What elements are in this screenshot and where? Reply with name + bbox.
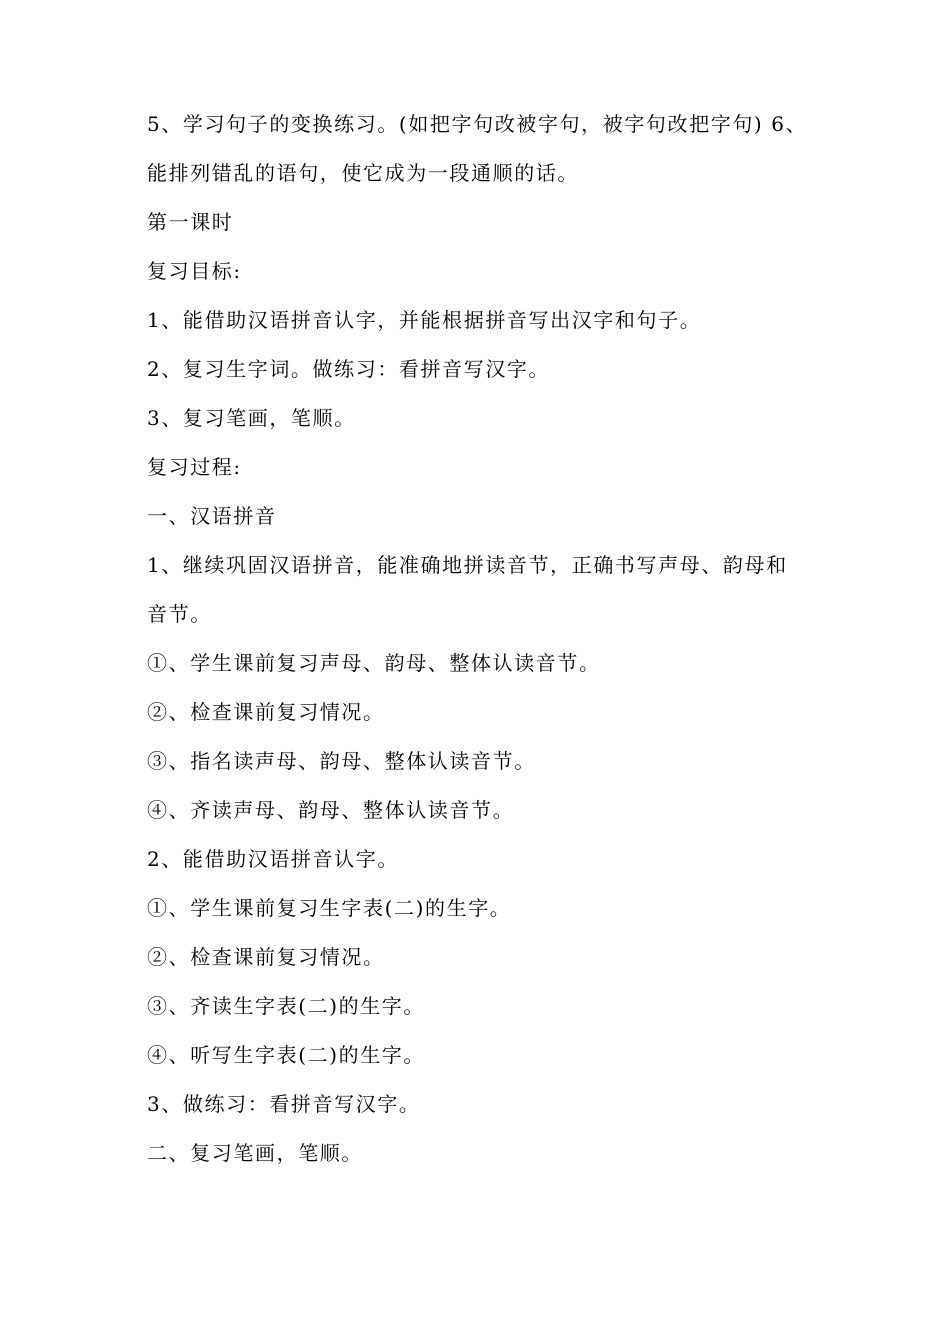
section-heading: 复习目标: xyxy=(147,259,242,283)
list-item: ②、检查课前复习情况。 xyxy=(147,700,385,724)
text-line: 音节。 xyxy=(147,602,212,626)
section-heading: 复习过程: xyxy=(147,455,242,479)
text-line: 能排列错乱的语句，使它成为一段通顺的话。 xyxy=(147,161,579,185)
section-heading: 一、汉语拼音 xyxy=(147,504,277,528)
list-item: ③、齐读生字表(二)的生字。 xyxy=(147,994,426,1018)
text-line: 1、能借助汉语拼音认字，并能根据拼音写出汉字和句子。 xyxy=(147,308,702,332)
section-heading: 第一课时 xyxy=(147,210,234,234)
text-line: 3、做练习：看拼音写汉字。 xyxy=(147,1092,421,1116)
section-heading: 二、复习笔画，笔顺。 xyxy=(147,1141,363,1165)
list-item: ②、检查课前复习情况。 xyxy=(147,945,385,969)
list-item: ④、齐读声母、韵母、整体认读音节。 xyxy=(147,798,515,822)
list-item: ③、指名读声母、韵母、整体认读音节。 xyxy=(147,749,536,773)
list-item: ①、学生课前复习声母、韵母、整体认读音节。 xyxy=(147,651,601,675)
document-body xyxy=(147,100,817,1178)
text-line: 1、继续巩固汉语拼音，能准确地拼读音节，正确书写声母、韵母和 xyxy=(147,553,788,577)
list-item: ①、学生课前复习生字表(二)的生字。 xyxy=(147,896,512,920)
text-line: 2、能借助汉语拼音认字。 xyxy=(147,847,399,871)
text-line: 2、复习生字词。做练习：看拼音写汉字。 xyxy=(147,357,551,381)
list-item: ④、听写生字表(二)的生字。 xyxy=(147,1043,426,1067)
text-line: 5、学习句子的变换练习。(如把字句改被字句，被字句改把字句) 6、 xyxy=(147,112,808,136)
text-line: 3、复习笔画，笔顺。 xyxy=(147,406,356,430)
